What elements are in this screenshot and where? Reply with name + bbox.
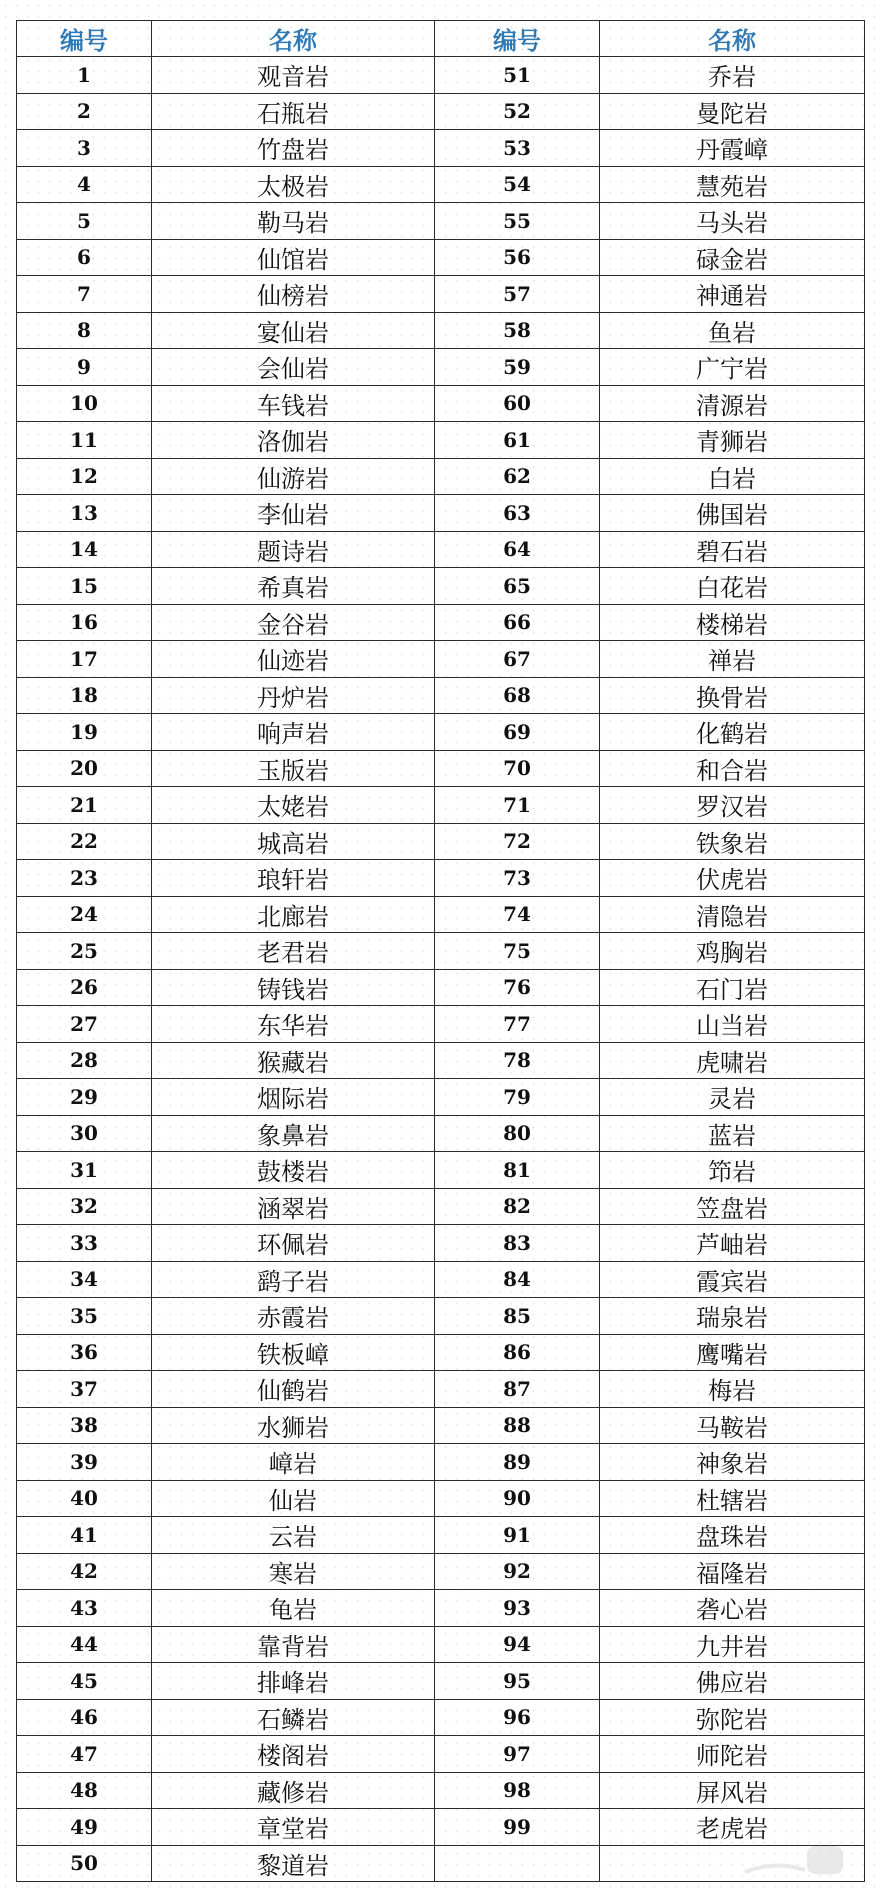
- row-number-right: 82: [435, 1188, 600, 1225]
- row-number-right: 95: [435, 1663, 600, 1700]
- row-name-right: 石门岩: [600, 969, 865, 1006]
- row-name-right: 伏虎岩: [600, 860, 865, 897]
- table-row: [17, 130, 865, 167]
- row-name-left: 赤霞岩: [152, 1298, 435, 1335]
- row-number-left: 15: [17, 568, 152, 605]
- row-name-left: 排峰岩: [152, 1663, 435, 1700]
- row-name-right: 鱼岩: [600, 312, 865, 349]
- row-name-left: 黎道岩: [152, 1845, 435, 1882]
- row-number-right: 55: [435, 203, 600, 240]
- row-number-left: 43: [17, 1590, 152, 1627]
- row-number-right: 71: [435, 787, 600, 824]
- row-number-right: 62: [435, 458, 600, 495]
- table-row: [17, 349, 865, 386]
- row-name-left: 仙岩: [152, 1480, 435, 1517]
- row-name-right: 屏风岩: [600, 1772, 865, 1809]
- row-number-left: 23: [17, 860, 152, 897]
- row-number-left: 1: [17, 57, 152, 94]
- row-name-left: 涵翠岩: [152, 1188, 435, 1225]
- row-name-left: 水狮岩: [152, 1407, 435, 1444]
- row-name-right: 清源岩: [600, 385, 865, 422]
- row-number-left: 24: [17, 896, 152, 933]
- row-name-left: 观音岩: [152, 57, 435, 94]
- table-row: [17, 1407, 865, 1444]
- table-row: [17, 1626, 865, 1663]
- row-name-left: 猴藏岩: [152, 1042, 435, 1079]
- row-number-left: 38: [17, 1407, 152, 1444]
- row-number-right: 98: [435, 1772, 600, 1809]
- row-number-left: 29: [17, 1079, 152, 1116]
- row-name-left: 仙馆岩: [152, 239, 435, 276]
- row-name-right: 化鹤岩: [600, 714, 865, 751]
- row-name-left: 鹞子岩: [152, 1261, 435, 1298]
- row-number-right: 72: [435, 823, 600, 860]
- table-row: [17, 1188, 865, 1225]
- row-number-right: 63: [435, 495, 600, 532]
- table-row: [17, 239, 865, 276]
- row-number-right: 91: [435, 1517, 600, 1554]
- row-number-right: 79: [435, 1079, 600, 1116]
- row-name-right: 楼梯岩: [600, 604, 865, 641]
- row-name-left: 龟岩: [152, 1590, 435, 1627]
- row-name-right: 鸡胸岩: [600, 933, 865, 970]
- row-name-right: 佛国岩: [600, 495, 865, 532]
- table-row: [17, 1079, 865, 1116]
- row-number-right: 53: [435, 130, 600, 167]
- row-name-left: 车钱岩: [152, 385, 435, 422]
- row-name-right: 碌金岩: [600, 239, 865, 276]
- row-name-left: 仙游岩: [152, 458, 435, 495]
- row-name-right: 蓝岩: [600, 1115, 865, 1152]
- row-name-left: 宴仙岩: [152, 312, 435, 349]
- row-number-left: 12: [17, 458, 152, 495]
- table-row: [17, 1152, 865, 1189]
- row-number-left: 36: [17, 1334, 152, 1371]
- row-name-left: 楼阁岩: [152, 1736, 435, 1773]
- table-row: [17, 787, 865, 824]
- row-name-left: 丹炉岩: [152, 677, 435, 714]
- table-row: [17, 203, 865, 240]
- row-name-right: 杜辖岩: [600, 1480, 865, 1517]
- row-name-left: 藏修岩: [152, 1772, 435, 1809]
- row-name-left: 云岩: [152, 1517, 435, 1554]
- table-row: [17, 1699, 865, 1736]
- row-name-left: 响声岩: [152, 714, 435, 751]
- table-row: [17, 1772, 865, 1809]
- row-number-left: 30: [17, 1115, 152, 1152]
- row-name-right: 神象岩: [600, 1444, 865, 1481]
- row-number-right: 89: [435, 1444, 600, 1481]
- row-name-right: 慧苑岩: [600, 166, 865, 203]
- row-number-right: 88: [435, 1407, 600, 1444]
- table-row: [17, 312, 865, 349]
- row-name-left: 城高岩: [152, 823, 435, 860]
- row-name-left: 仙榜岩: [152, 276, 435, 313]
- header-name-left: 名称: [152, 21, 435, 57]
- row-number-right: 81: [435, 1152, 600, 1189]
- row-name-left: 勒马岩: [152, 203, 435, 240]
- row-number-right: 58: [435, 312, 600, 349]
- table-row: [17, 1006, 865, 1043]
- row-name-left: 鼓楼岩: [152, 1152, 435, 1189]
- table-row: [17, 531, 865, 568]
- table-row: [17, 677, 865, 714]
- row-name-right: 鹰嘴岩: [600, 1334, 865, 1371]
- row-number-right: 76: [435, 969, 600, 1006]
- row-number-right: 52: [435, 93, 600, 130]
- table-row: [17, 714, 865, 751]
- row-number-left: 49: [17, 1809, 152, 1846]
- row-name-left: 琅轩岩: [152, 860, 435, 897]
- row-number-left: 13: [17, 495, 152, 532]
- row-number-right: 93: [435, 1590, 600, 1627]
- row-number-left: 39: [17, 1444, 152, 1481]
- row-number-left: 3: [17, 130, 152, 167]
- row-name-right: 山当岩: [600, 1006, 865, 1043]
- row-name-right: 铁象岩: [600, 823, 865, 860]
- table-row: [17, 422, 865, 459]
- table-row: [17, 568, 865, 605]
- table-row: [17, 276, 865, 313]
- row-name-right: 丹霞嶂: [600, 130, 865, 167]
- row-name-left: 老君岩: [152, 933, 435, 970]
- header-name-right: 名称: [600, 21, 865, 57]
- row-number-left: 18: [17, 677, 152, 714]
- row-name-right: 和合岩: [600, 750, 865, 787]
- row-number-right: 69: [435, 714, 600, 751]
- table-row: [17, 495, 865, 532]
- row-name-left: 寒岩: [152, 1553, 435, 1590]
- row-number-left: 10: [17, 385, 152, 422]
- table-row: [17, 896, 865, 933]
- row-number-right: 87: [435, 1371, 600, 1408]
- table-row: [17, 1517, 865, 1554]
- row-name-left: 题诗岩: [152, 531, 435, 568]
- table-row: [17, 823, 865, 860]
- table-row: [17, 1042, 865, 1079]
- row-number-right: 84: [435, 1261, 600, 1298]
- row-number-right: 85: [435, 1298, 600, 1335]
- row-name-left: 玉版岩: [152, 750, 435, 787]
- table-row: [17, 933, 865, 970]
- row-name-right: 九井岩: [600, 1626, 865, 1663]
- row-number-left: 25: [17, 933, 152, 970]
- table-row: [17, 166, 865, 203]
- table-row: [17, 1736, 865, 1773]
- row-name-left: 北廊岩: [152, 896, 435, 933]
- row-number-left: 19: [17, 714, 152, 751]
- row-number-left: 41: [17, 1517, 152, 1554]
- faint-logo-icon: [735, 1842, 865, 1882]
- row-number-right: 94: [435, 1626, 600, 1663]
- table-row: [17, 1663, 865, 1700]
- row-number-right: 74: [435, 896, 600, 933]
- row-name-right: 瑞泉岩: [600, 1298, 865, 1335]
- table-row: [17, 1225, 865, 1262]
- row-number-right: 57: [435, 276, 600, 313]
- row-name-left: 东华岩: [152, 1006, 435, 1043]
- row-number-left: 50: [17, 1845, 152, 1882]
- table-row: [17, 1553, 865, 1590]
- row-number-right: 70: [435, 750, 600, 787]
- row-name-right: 清隐岩: [600, 896, 865, 933]
- row-number-right: 86: [435, 1334, 600, 1371]
- table-row: [17, 1444, 865, 1481]
- row-name-right: 福隆岩: [600, 1553, 865, 1590]
- row-number-left: 40: [17, 1480, 152, 1517]
- row-number-right: 92: [435, 1553, 600, 1590]
- row-name-right: 马鞍岩: [600, 1407, 865, 1444]
- table-row: [17, 385, 865, 422]
- row-name-right: 白花岩: [600, 568, 865, 605]
- row-number-left: 37: [17, 1371, 152, 1408]
- row-name-left: 太姥岩: [152, 787, 435, 824]
- table-row: [17, 1115, 865, 1152]
- table-row: [17, 604, 865, 641]
- row-name-right: 乔岩: [600, 57, 865, 94]
- row-number-right: 68: [435, 677, 600, 714]
- row-number-left: 27: [17, 1006, 152, 1043]
- table-row: [17, 1590, 865, 1627]
- row-number-left: 21: [17, 787, 152, 824]
- row-name-right: 霞宾岩: [600, 1261, 865, 1298]
- row-name-left: 石鳞岩: [152, 1699, 435, 1736]
- row-number-left: 26: [17, 969, 152, 1006]
- table-row: [17, 750, 865, 787]
- row-name-right: 碧石岩: [600, 531, 865, 568]
- row-number-right: 99: [435, 1809, 600, 1846]
- row-name-left: 会仙岩: [152, 349, 435, 386]
- table-row: [17, 1261, 865, 1298]
- table-row: [17, 1809, 865, 1846]
- table-row: [17, 1334, 865, 1371]
- row-name-left: 象鼻岩: [152, 1115, 435, 1152]
- row-name-left: 仙迹岩: [152, 641, 435, 678]
- row-name-right: 虎啸岩: [600, 1042, 865, 1079]
- row-number-right: 61: [435, 422, 600, 459]
- table-row: [17, 1298, 865, 1335]
- row-name-left: 环佩岩: [152, 1225, 435, 1262]
- row-number-left: 17: [17, 641, 152, 678]
- row-number-right: 77: [435, 1006, 600, 1043]
- rock-name-table: [16, 20, 865, 1882]
- table-header-row: [17, 21, 865, 57]
- table-row: [17, 93, 865, 130]
- row-number-right: 59: [435, 349, 600, 386]
- row-name-right: 弥陀岩: [600, 1699, 865, 1736]
- row-number-right: 54: [435, 166, 600, 203]
- row-number-left: 46: [17, 1699, 152, 1736]
- row-number-left: 28: [17, 1042, 152, 1079]
- row-name-right: 笻岩: [600, 1152, 865, 1189]
- row-name-left: 洛伽岩: [152, 422, 435, 459]
- row-name-right: 罗汉岩: [600, 787, 865, 824]
- row-name-right: 佛应岩: [600, 1663, 865, 1700]
- row-name-left: 李仙岩: [152, 495, 435, 532]
- row-number-left: 4: [17, 166, 152, 203]
- row-name-left: 嶂岩: [152, 1444, 435, 1481]
- table-row: [17, 57, 865, 94]
- row-number-left: 16: [17, 604, 152, 641]
- row-name-right: 换骨岩: [600, 677, 865, 714]
- row-number-left: 34: [17, 1261, 152, 1298]
- table-row: [17, 1371, 865, 1408]
- row-number-right: 64: [435, 531, 600, 568]
- row-name-left: 希真岩: [152, 568, 435, 605]
- row-number-left: 6: [17, 239, 152, 276]
- row-number-right: 78: [435, 1042, 600, 1079]
- table-row: [17, 458, 865, 495]
- row-number-right: 56: [435, 239, 600, 276]
- row-name-right: 曼陀岩: [600, 93, 865, 130]
- row-number-right: 97: [435, 1736, 600, 1773]
- row-number-left: 8: [17, 312, 152, 349]
- row-number-left: 33: [17, 1225, 152, 1262]
- row-number-left: 45: [17, 1663, 152, 1700]
- row-name-right: 广宁岩: [600, 349, 865, 386]
- row-number-left: 42: [17, 1553, 152, 1590]
- row-name-left: 章堂岩: [152, 1809, 435, 1846]
- table-row: [17, 860, 865, 897]
- row-number-left: 32: [17, 1188, 152, 1225]
- row-number-right: 83: [435, 1225, 600, 1262]
- row-number-left: 47: [17, 1736, 152, 1773]
- row-number-left: 44: [17, 1626, 152, 1663]
- row-name-right: 神通岩: [600, 276, 865, 313]
- table-row: [17, 1480, 865, 1517]
- row-number-right: 96: [435, 1699, 600, 1736]
- row-name-right: 芦岫岩: [600, 1225, 865, 1262]
- row-number-left: 7: [17, 276, 152, 313]
- row-number-right: 73: [435, 860, 600, 897]
- row-name-right: 白岩: [600, 458, 865, 495]
- row-number-right: 90: [435, 1480, 600, 1517]
- row-number-right: 80: [435, 1115, 600, 1152]
- row-number-left: 22: [17, 823, 152, 860]
- row-number-left: 14: [17, 531, 152, 568]
- row-name-right: 梅岩: [600, 1371, 865, 1408]
- row-number-left: 5: [17, 203, 152, 240]
- row-name-left: 铸钱岩: [152, 969, 435, 1006]
- row-number-right: 51: [435, 57, 600, 94]
- header-number-left: 编号: [17, 21, 152, 57]
- row-name-right: 砻心岩: [600, 1590, 865, 1627]
- row-name-left: 竹盘岩: [152, 130, 435, 167]
- row-number-left: 20: [17, 750, 152, 787]
- row-name-left: 烟际岩: [152, 1079, 435, 1116]
- row-number-right: 60: [435, 385, 600, 422]
- row-name-right: 灵岩: [600, 1079, 865, 1116]
- row-name-right: 师陀岩: [600, 1736, 865, 1773]
- row-number-left: 11: [17, 422, 152, 459]
- row-number-left: 9: [17, 349, 152, 386]
- row-name-left: 铁板嶂: [152, 1334, 435, 1371]
- row-number-right: 67: [435, 641, 600, 678]
- row-name-right: 盘珠岩: [600, 1517, 865, 1554]
- row-name-right: 老虎岩: [600, 1809, 865, 1846]
- row-name-right: 青狮岩: [600, 422, 865, 459]
- row-number-left: 48: [17, 1772, 152, 1809]
- table-row: [17, 641, 865, 678]
- row-name-left: 仙鹤岩: [152, 1371, 435, 1408]
- row-number-left: 31: [17, 1152, 152, 1189]
- row-name-left: 靠背岩: [152, 1626, 435, 1663]
- row-number-right: 65: [435, 568, 600, 605]
- row-name-right: 马头岩: [600, 203, 865, 240]
- row-name-left: 金谷岩: [152, 604, 435, 641]
- row-number-right: 75: [435, 933, 600, 970]
- row-number-right: [435, 1845, 600, 1882]
- row-name-left: 太极岩: [152, 166, 435, 203]
- row-number-left: 35: [17, 1298, 152, 1335]
- row-name-right: 笠盘岩: [600, 1188, 865, 1225]
- header-number-right: 编号: [435, 21, 600, 57]
- row-name-left: 石瓶岩: [152, 93, 435, 130]
- table-row: [17, 969, 865, 1006]
- row-name-right: 禅岩: [600, 641, 865, 678]
- row-number-right: 66: [435, 604, 600, 641]
- row-number-left: 2: [17, 93, 152, 130]
